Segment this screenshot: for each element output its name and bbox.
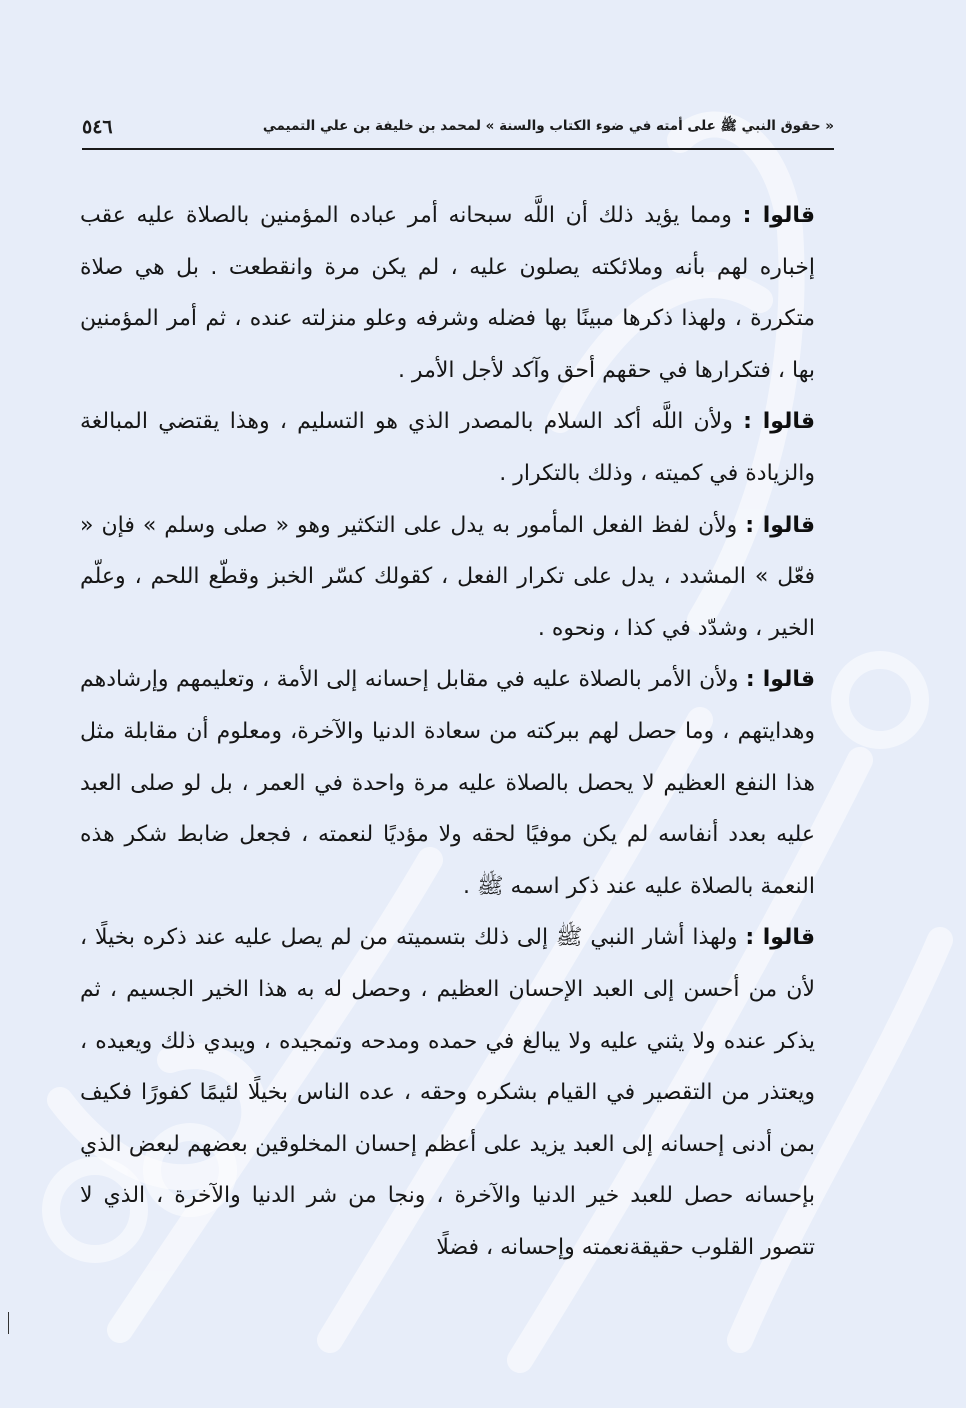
paragraph-text: ومما يؤيد ذلك أن اللَّه سبحانه أمر عباده المؤمنين بالصلاة عليه عقب إخباره لهم بأنه وملائكته يصلون عليه ، لم يكن مرة وانقطعت . بل هي صلاة متكررة ، ولهذا ذكرها مبينًا بها فضله وشرفه وعلو منزلته عنده ، ثم أمر المؤمنين بها ، فتكرارها في حقهم أحق وآكد لأجل الأمر . <box>80 203 815 383</box>
paragraph <box>80 912 815 1273</box>
scan-edge-mark <box>8 1312 9 1334</box>
paragraph-lead: قالوا : <box>743 409 815 435</box>
header-rule <box>82 148 834 150</box>
body-text <box>80 190 815 1273</box>
paragraph-lead: قالوا : <box>742 203 816 228</box>
paragraph-text: ولأن الأمر بالصلاة عليه في مقابل إحسانه إلى الأمة ، وتعليمهم وإرشادهم وهدايتهم ، وما حصل لهم ببركته من سعادة الدنيا والآخرة، ومعلوم أن مقابلة مثل هذا النفع العظيم لا يحصل بالصلاة عليه مرة واحدة في العمر ، بل لو صلى العبد عليه بعدد أنفاسه لم يكن موفيًا لحقه ولا مؤديًا لنعمته ، فجعل ضابط شكر هذه النعمة بالصلاة عليه عند ذكر اسمه ﷺ . <box>80 667 815 899</box>
running-title: « حقوق النبي ﷺ على أمته في ضوء الكتاب والسنة » لمحمد بن خليفة بن علي التميمي <box>262 118 834 134</box>
paragraph-lead: قالوا : <box>745 667 816 693</box>
page-number: ٥٤٦ <box>82 116 113 138</box>
running-header <box>82 112 834 142</box>
paragraph-text: ولهذا أشار النبي ﷺ إلى ذلك بتسميته من لم يصل عليه عند ذكره بخيلًا ، لأن من أحسن إلى العبد الإحسان العظيم ، وحصل له به هذا الخير الجسيم ، ثم يذكر عنده ولا يثني عليه ولا يبالغ في حمده ومدحه وتمجيده ، ويبدي ذلك ويعيده ، ويعتذر من التقصير في القيام بشكره وحقه ، عده الناس بخيلًا لئيمًا كفورًا فكيف بمن أدنى إحسانه إلى العبد يزيد على أعظم إحسان المخلوقين بعضهم لبعض الذي بإحسانه حصل للعبد خير الدنيا والآخرة ، ونجا من شر الدنيا والآخرة ، الذي لا تتصور القلوب حقيقةنعمته وإحسانه ، فضلًا <box>80 925 815 1260</box>
paragraph-lead: قالوا : <box>745 512 816 538</box>
paragraph <box>80 190 815 396</box>
paragraph-text: ولأن لفظ الفعل المأمور به يدل على التكثير وهو « صلى وسلم » فإن « فعّل » المشدد ، يدل على تكرار الفعل ، كقولك كسّر الخبز وقطّع اللحم ، وعلّم الخير ، وشدّد في كذا ، ونحوه . <box>80 512 815 641</box>
paragraph <box>80 396 815 499</box>
paragraph <box>80 500 815 655</box>
paragraph <box>80 654 815 912</box>
paragraph-lead: قالوا : <box>745 925 815 951</box>
paragraph-text: ولأن اللَّه أكد السلام بالمصدر الذي هو التسليم ، وهذا يقتضي المبالغة والزيادة في كميته ، وذلك بالتكرار . <box>80 409 815 486</box>
